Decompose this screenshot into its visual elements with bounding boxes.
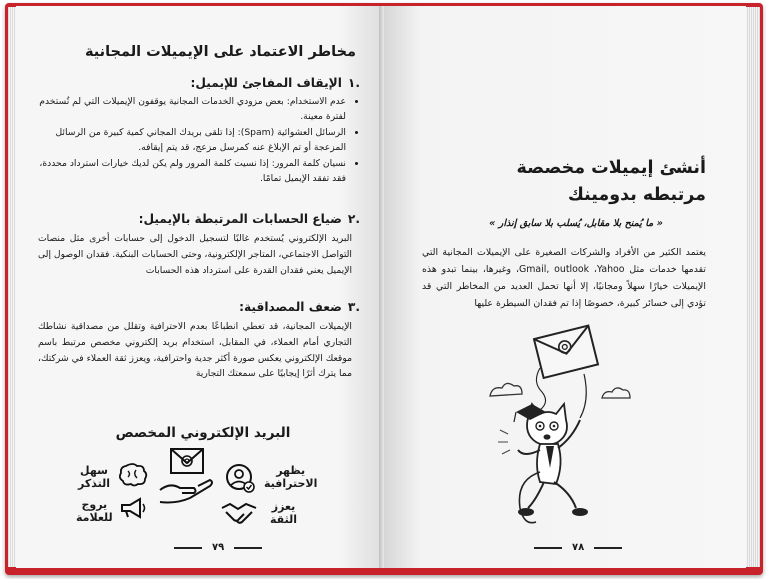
page-number-value: ٧٨ [572,542,585,553]
section-weak-credibility [38,300,360,382]
heading-line: أنشئ إيميلات مخصصة [516,158,706,178]
page-number-dash [534,547,562,549]
professional-badge-icon [224,462,256,494]
section-sudden-suspension [38,76,360,188]
left-page-number [174,542,262,553]
email-in-hand-icon [156,446,218,508]
intro-paragraph: يعتمد الكثير من الأفراد والشركات الصغيرة على الإيميلات المجانية التي تقدمها خدمات مثل Gmail, outlook ،Yahoo، وغيرها، بينما تبدو هذه الإيميلات خيارًا سهلاً ومجانيًا، إلا أنها تحمل العديد من المخاطر التي قد تؤدي إلى خسائر كبيرة، خصوصًا إذا تم فقدان السيطرة عليها [422,247,706,309]
section-number: .٣ [347,300,360,314]
personal-email-title: البريد الإلكتروني المخصص [115,425,291,441]
section-title: ضياع الحسابات المرتبطة بالإيميل: [138,212,342,226]
feature-trust: يعزز الثقة [270,500,297,526]
page-number-dash [234,547,262,549]
left-page [16,6,382,568]
section-lost-accounts [38,212,360,278]
section-heading [38,76,360,90]
section-heading [38,212,360,226]
right-page-number [534,542,622,553]
section-number: .٢ [347,212,360,226]
section-title: الإيقاف المفاجئ للإيميل: [190,76,342,90]
right-page [384,6,746,568]
page-number-dash [174,547,202,549]
feature-memorable: سهل التذكر [78,464,110,490]
brain-icon [118,462,148,488]
page-stack-right [744,7,760,567]
right-page-heading [466,155,706,209]
section-title: ضعف المصداقية: [239,300,342,314]
handshake-icon [220,500,258,526]
left-page-heading: مخاطر الاعتماد على الإيميلات المجانية [84,44,356,60]
megaphone-icon [118,496,148,520]
feature-professional: يظهر الاحترافية [264,464,318,490]
section-paragraph: البريد الإلكتروني يُستخدم غالبًا لتسجيل الدخول إلى حسابات أخرى مثل منصات التواصل الاجتماعي، المتاجر الإلكترونية، وحتى الحسابات البنكية. فقدان الوصول إلى الإيميل يعني فقدان القدرة على استرداد هذه الحسابات [38,233,352,276]
bullet-list [38,95,360,186]
page-number-value: ٧٩ [212,542,225,553]
section-number: .١ [347,76,360,90]
list-item: • الرسائل العشوائية (Spam): إذا تلقى بريدك المجاني كمية كبيرة من الرسائل المزعجة أو تم الإبلاغ عنه كمرسل مزعج، قد يتم إيقافه. [38,126,346,155]
heading-line: مرتبطه بدومينك [567,185,706,205]
feature-branding: يروج للعلامة [76,498,113,524]
section-paragraph: الإيميلات المجانية، قد تعطي انطباعًا بعدم الاحترافية وتقلل من مصداقية نشاطك التجاري أمام العملاء، في المقابل، استخدام بريد إلكتروني مخصص مرتبط باسم موقعك الإلكتروني يعكس صورة أكثر جدية واحترافية، ويعزز ثقة العملاء في شركتك، مما يترك أثرًا إيجابيًا على سمعتك التجارية [38,321,352,380]
list-item: • عدم الاستخدام: بعض مزودي الخدمات المجانية يوقفون الإيميلات التي لم تُستخدم لفترة معينة. [38,95,346,124]
section-heading [38,300,360,314]
cat-kite-illustration [480,322,650,534]
page-number-dash [594,547,622,549]
quote: « ما يُمنح بلا مقابل، يُسلب بلا سابق إنذار » [489,218,663,229]
list-item: • نسيان كلمة المرور: إذا نسيت كلمة المرور ولم يكن لديك خيارات استرداد محددة، فقد تفقد الإيميل تمامًا. [38,157,346,186]
